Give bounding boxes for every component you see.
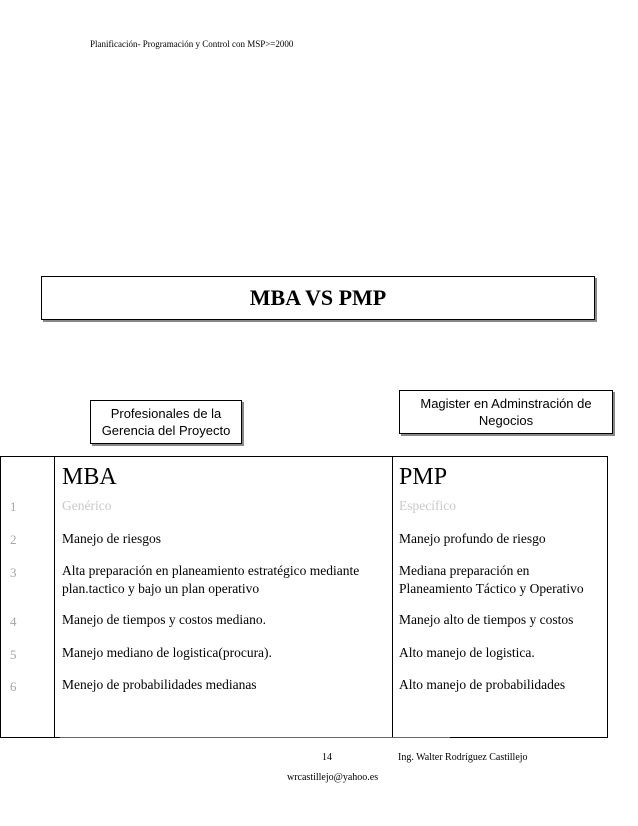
pmp-cell: Planeamiento Táctico y Operativo <box>399 581 584 596</box>
pmp-cell: Manejo alto de tiempos y costos <box>399 612 574 627</box>
row-number: 6 <box>10 679 17 694</box>
pmp-cell: Específico <box>399 498 456 513</box>
footer-email: wrcastillejo@yahoo.es <box>287 772 379 783</box>
column-divider <box>392 457 393 737</box>
page-number: 14 <box>322 752 332 763</box>
callout-right-text: Magister en Adminstración de Negocios <box>420 396 592 428</box>
title-box <box>41 276 595 320</box>
row-number: 3 <box>10 565 17 580</box>
row-number: 1 <box>10 499 17 514</box>
column-divider <box>54 457 55 737</box>
mba-cell: Alta preparación en planeamiento estratégico mediante <box>62 563 360 578</box>
row-number: 5 <box>10 647 17 662</box>
pmp-cell: Manejo profundo de riesgo <box>399 531 546 546</box>
column-header-pmp: PMP <box>399 464 448 490</box>
column-header-mba: MBA <box>62 464 117 490</box>
mba-cell: plan.tactico y bajo un plan operativo <box>62 581 260 596</box>
callout-left <box>90 400 242 444</box>
table-bottom-rule <box>60 737 450 738</box>
pmp-cell: Alto manejo de probabilidades <box>399 677 566 692</box>
pmp-cell: Mediana preparación en <box>399 563 530 578</box>
mba-cell: Manejo de tiempos y costos mediano. <box>62 612 266 627</box>
mba-cell: Genérico <box>62 498 112 513</box>
row-number: 4 <box>10 614 17 629</box>
mba-cell: Manejo mediano de logistica(procura). <box>62 645 272 660</box>
mba-cell: Menejo de probabilidades medianas <box>62 677 257 692</box>
callout-right <box>399 390 613 434</box>
pmp-cell: Alto manejo de logistica. <box>399 645 535 660</box>
row-number: 2 <box>10 532 17 547</box>
footer-author: Ing. Walter Rodríguez Castillejo <box>398 752 528 763</box>
callout-left-text: Profesionales de la Gerencia del Proyecto <box>101 406 231 438</box>
mba-cell: Manejo de riesgos <box>62 531 161 546</box>
page-header: Planificación- Programación y Control con MSP>=2000 <box>90 39 294 49</box>
document-title: MBA VS PMP <box>249 285 387 310</box>
